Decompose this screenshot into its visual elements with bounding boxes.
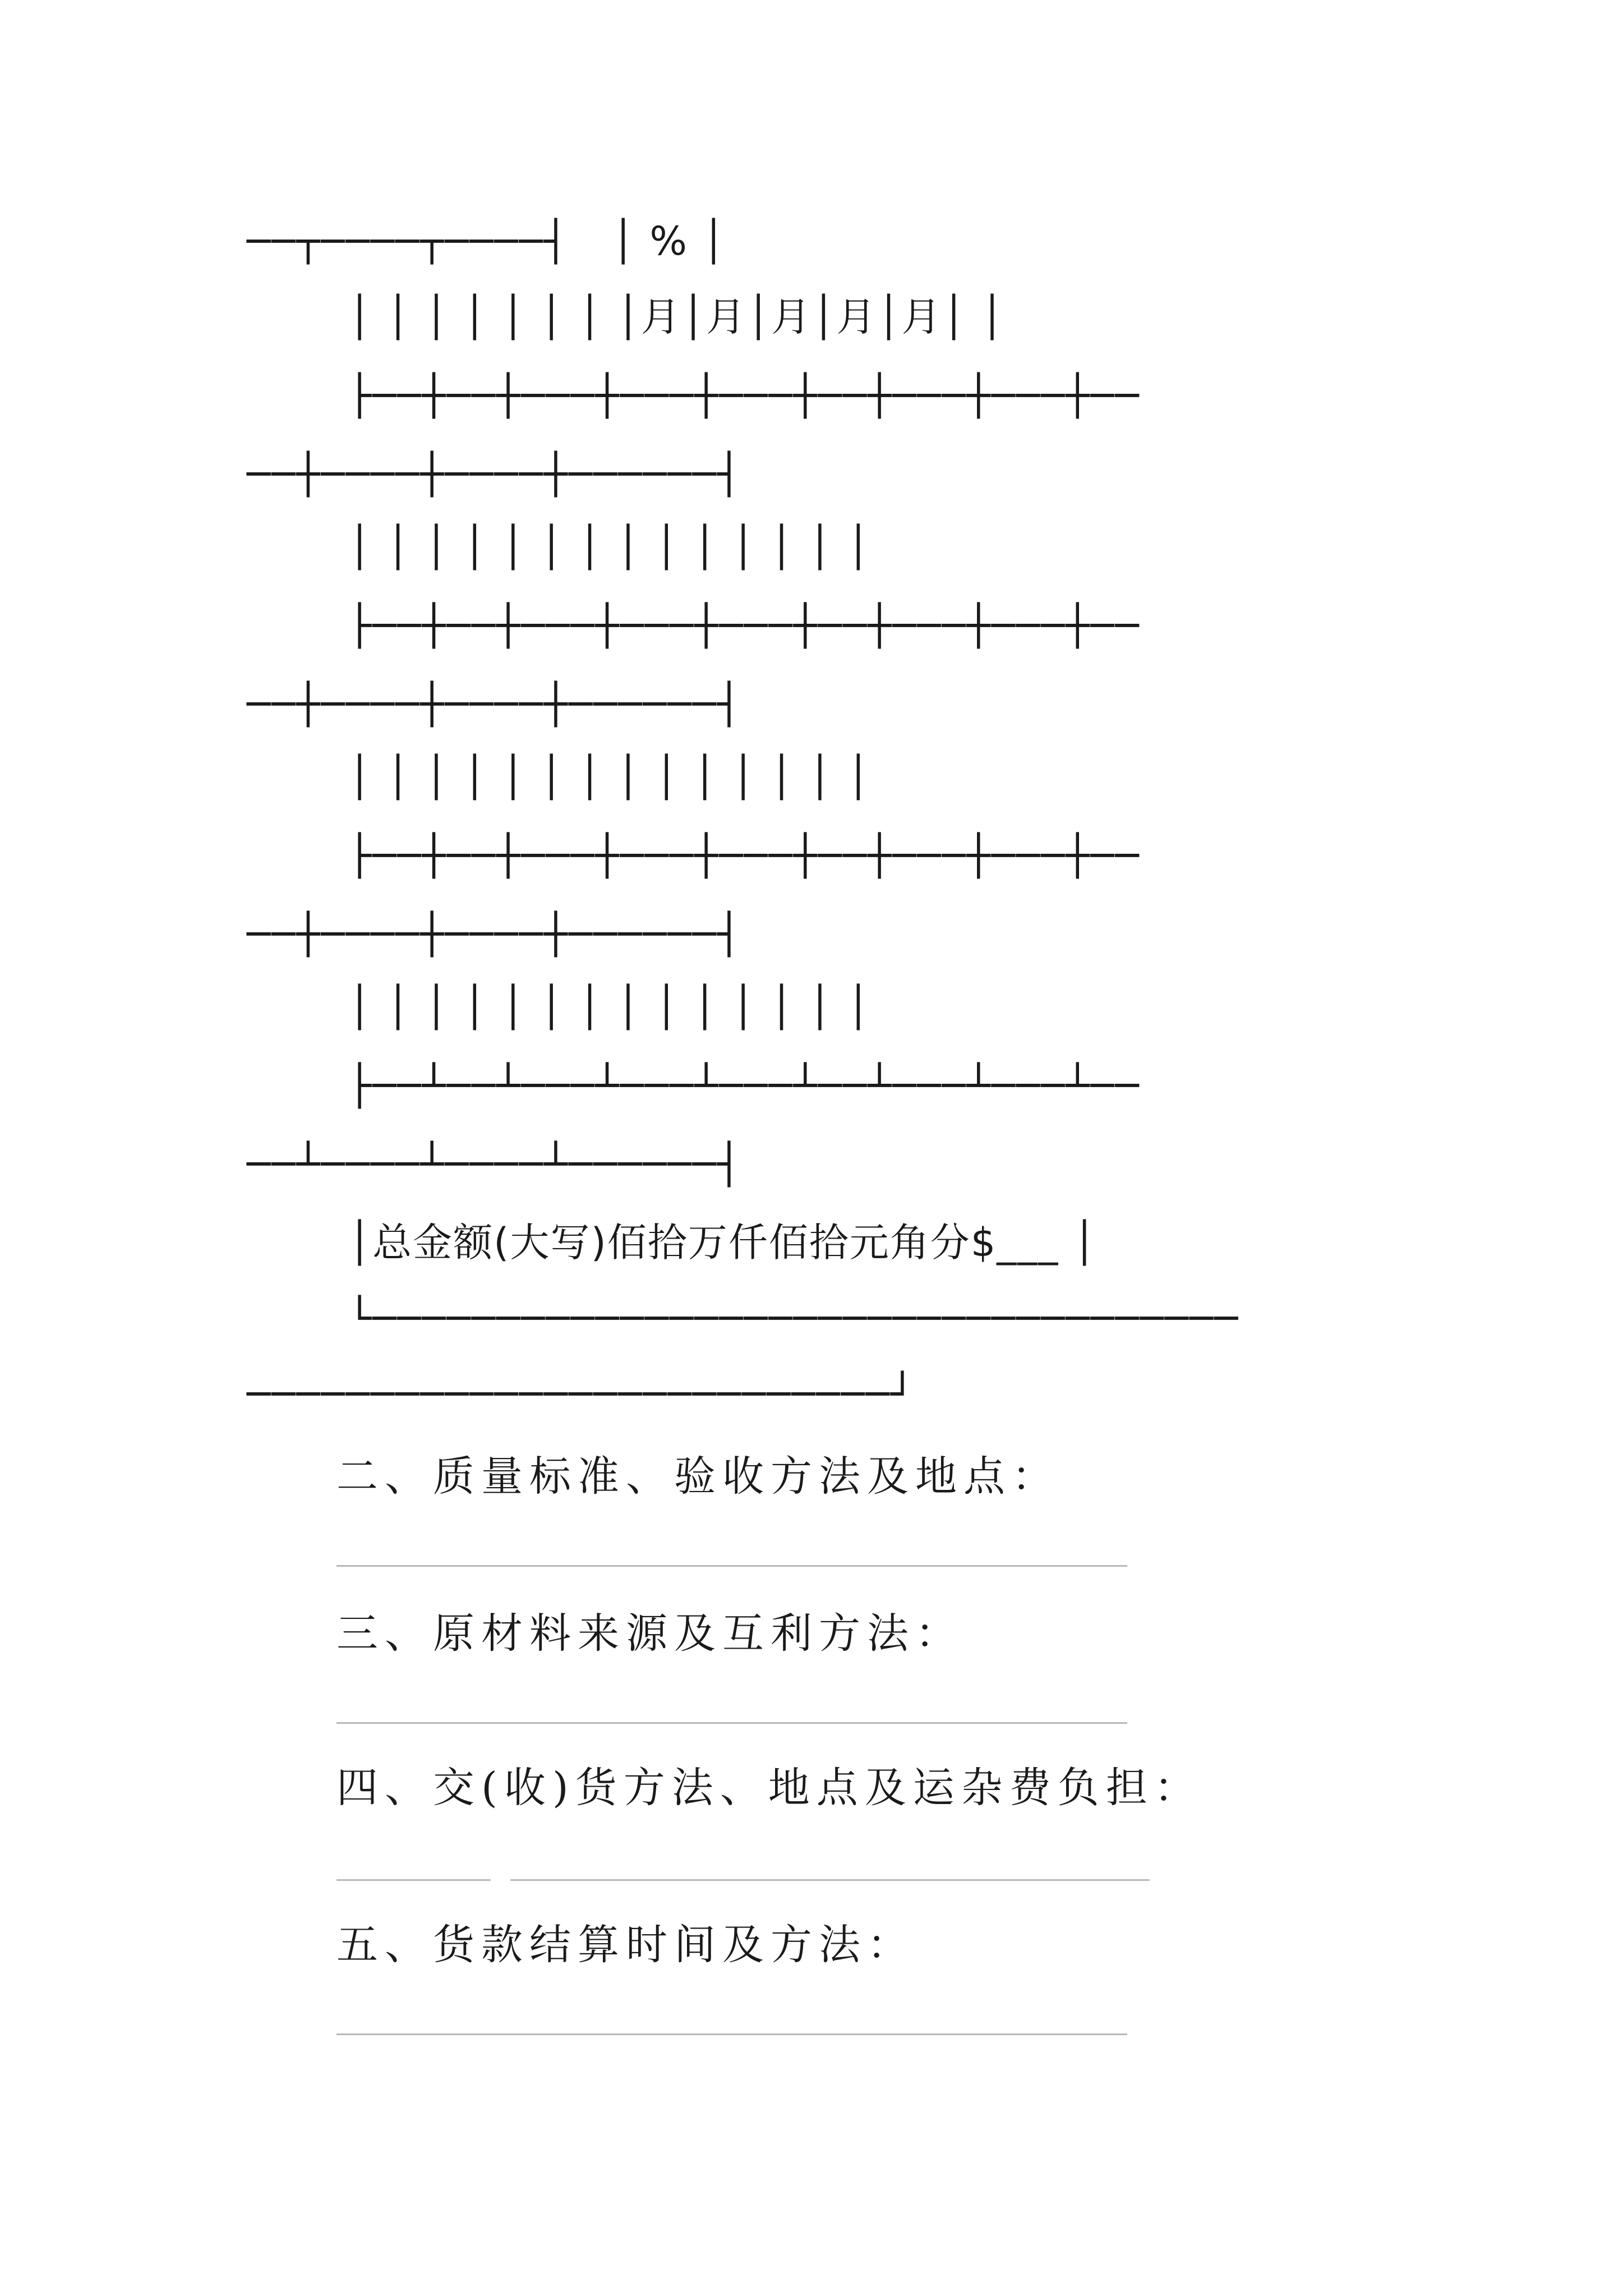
table-row-separator: ├──┼──┼───┼───┼───┼──┼───┼───┼── [348,372,1140,418]
table-total-row: │总金额(大写)佰拾万仟佰拾元角分$___ │ [348,1220,1098,1266]
blank-line [336,1565,1127,1567]
section-heading-delivery: 四、交(收)货方法、地点及运杂费负担： [336,1764,1202,1812]
table-closing-line: └─────────────────────────────────── [348,1295,1239,1341]
section-heading-quality: 二、质量标准、验收方法及地点： [336,1452,1060,1501]
table-row-separator: ├──┼──┼───┼───┼───┼──┼───┼───┼── [348,832,1140,878]
table-row-separator: ├──┼──┼───┼───┼───┼──┼───┼───┼── [348,602,1140,648]
blank-line [336,2033,1127,2035]
table-row-separator: ──┼────┼────┼──────┤ [247,681,742,727]
table-month-row: │ │ │ │ │ │ │ │月│月│月│月│月│ │ [348,294,1006,340]
table-data-row: │ │ │ │ │ │ │ │ │ │ │ │ │ │ [348,524,872,570]
blank-line [336,1722,1127,1724]
table-data-row: │ │ │ │ │ │ │ │ │ │ │ │ │ │ [348,984,872,1030]
section-heading-materials: 三、原材料来源及互利方法： [336,1609,963,1658]
table-bottom-separator: ├──┴──┴───┴───┴───┴──┴───┴───┴── [348,1062,1140,1108]
table-percent-cell: │ % │ [611,218,727,264]
blank-line [336,1879,491,1881]
section-heading-payment: 五、货款结算时间及方法： [336,1921,915,1969]
table-data-row: │ │ │ │ │ │ │ │ │ │ │ │ │ │ [348,754,872,800]
table-row-separator: ──┼────┼────┼──────┤ [247,451,742,497]
table-rule-top: ──┬────┬────┤ [247,218,569,264]
table-bottom-separator: ──┴────┴────┴──────┤ [247,1141,742,1187]
table-closing-line: ──────────────────────────┘ [247,1371,915,1417]
table-row-separator: ──┼────┼────┼──────┤ [247,911,742,957]
blank-line [510,1879,1150,1881]
